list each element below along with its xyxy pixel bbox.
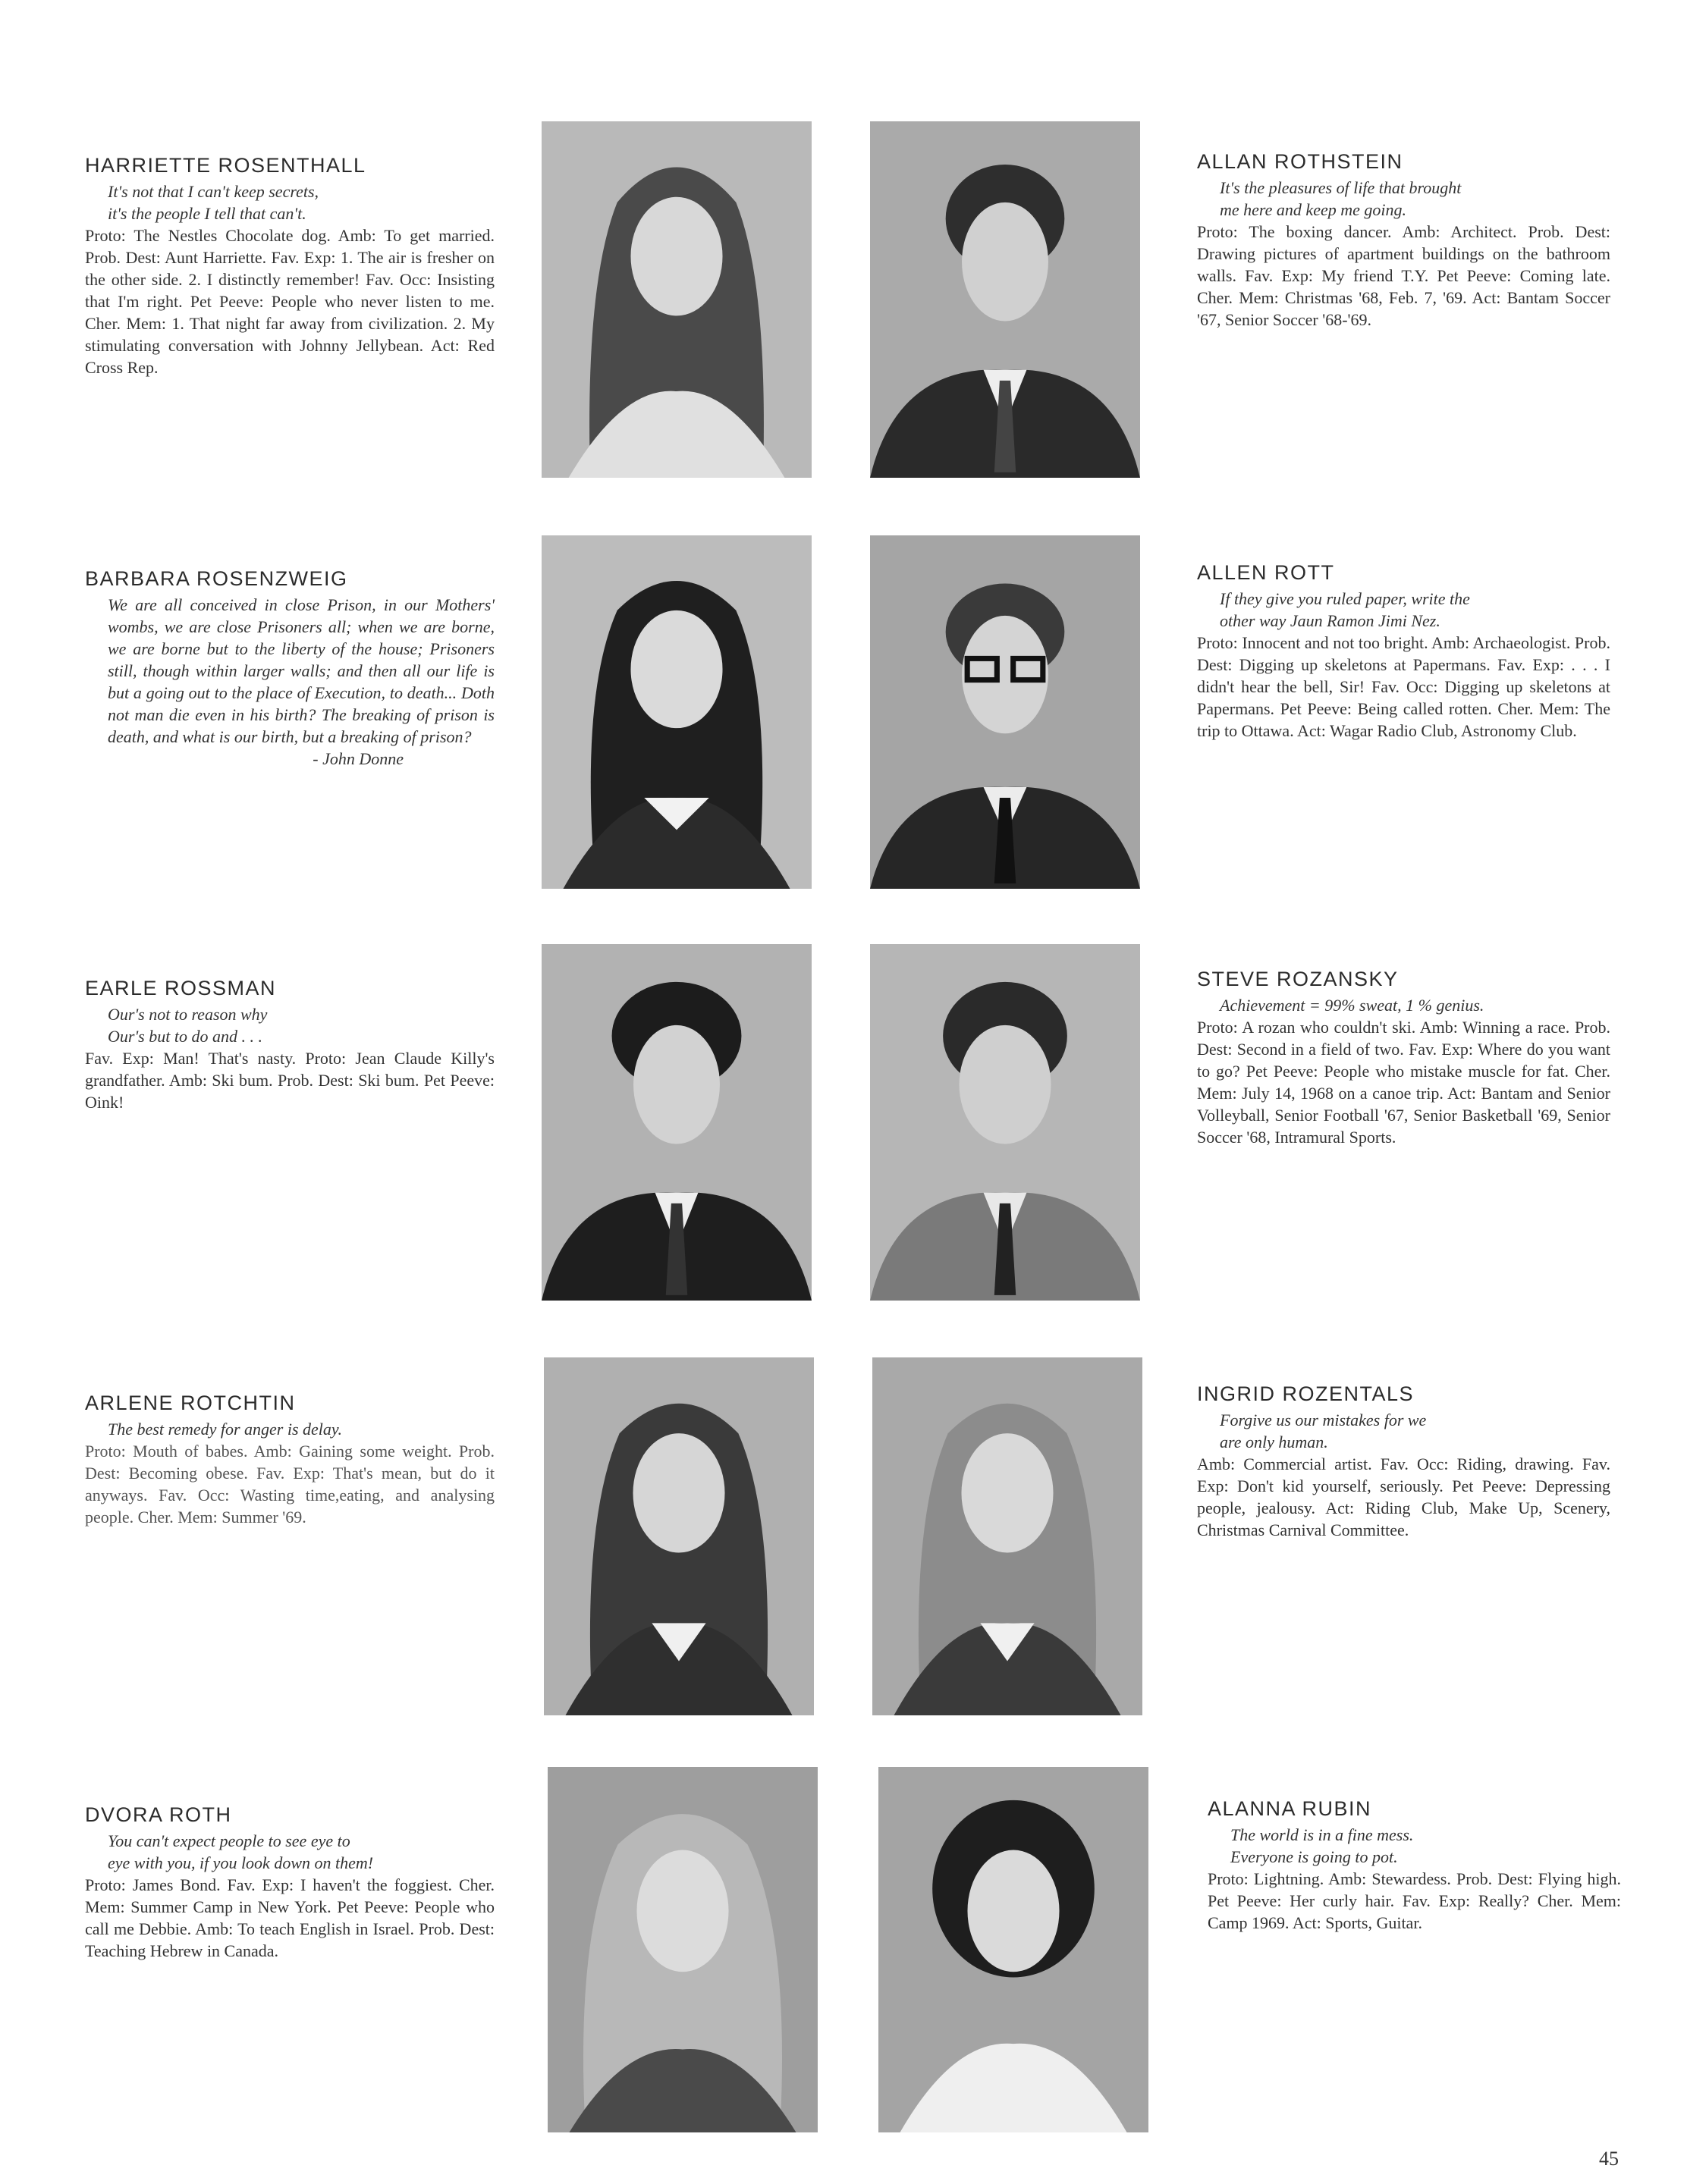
- student-photo-allen-rott: [870, 535, 1140, 889]
- student-photo-arlene-rotchtin: [544, 1357, 814, 1715]
- student-bio: Amb: Commercial artist. Fav. Occ: Riding, drawing. Fav. Exp: Don't kid yourself, seriously. Pet Peeve: Depressing people, jealousy. Act: Riding Club, Make Up, Scenery, Christmas Carnival Committee.: [1197, 1454, 1610, 1539]
- student-photo-harriette-rosenthall: [542, 121, 812, 478]
- student-photo-allan-rothstein: [870, 121, 1140, 478]
- student-photo-dvora-roth: [548, 1767, 818, 2132]
- entry-barbara-rosenzweig: [85, 567, 495, 770]
- entry-allen-rott: [1197, 561, 1610, 742]
- entry-steve-rozansky: [1197, 968, 1610, 1148]
- entry-harriette-rosenthall: [85, 154, 495, 378]
- student-name: ALLAN ROTHSTEIN: [1197, 150, 1403, 173]
- page-number: 45: [1599, 2148, 1619, 2170]
- student-photo-earle-rossman: [542, 944, 812, 1301]
- student-quote: The world is in a fine mess. Everyone is going to pot.: [1230, 1825, 1414, 1866]
- student-quote: If they give you ruled paper, write the other way Jaun Ramon Jimi Nez.: [1220, 589, 1470, 630]
- student-name: EARLE ROSSMAN: [85, 977, 277, 999]
- entry-allan-rothstein: [1197, 150, 1610, 331]
- student-photo-ingrid-rozentals: [872, 1357, 1142, 1715]
- student-quote: Forgive us our mistakes for we are only human.: [1220, 1410, 1427, 1451]
- student-name: STEVE ROZANSKY: [1197, 968, 1399, 990]
- student-name: ALANNA RUBIN: [1208, 1797, 1372, 1820]
- student-quote: The best remedy for anger is delay.: [108, 1420, 342, 1439]
- quote-text: We are all conceived in close Prison, in our Mothers' wombs, we are close Prisoners all; when we are borne, we are borne but to the liberty of the house; Prisoners still, though within larger walls; and then all our life is but a going out to the place of Execution, to death... Doth not man die even in his birth? The breaking of prison is death, and what is our birth, but a breaking of prison?: [108, 595, 495, 746]
- student-bio: Fav. Exp: Man! That's nasty. Proto: Jean Claude Killy's grandfather. Amb: Ski bum. Prob. Dest: Ski bum. Pet Peeve: Oink!: [85, 1049, 495, 1112]
- student-quote: [85, 594, 495, 770]
- student-name: INGRID ROZENTALS: [1197, 1382, 1415, 1405]
- entry-alanna-rubin: [1208, 1797, 1621, 1934]
- entry-dvora-roth: [85, 1803, 495, 1962]
- student-bio: Proto: James Bond. Fav. Exp: I haven't the foggiest. Cher. Mem: Summer Camp in New York. Pet Peeve: People who call me Debbie. Amb: To teach English in Israel. Prob. Dest: Teaching Hebrew in Canada.: [85, 1875, 495, 1960]
- student-bio: Proto: The boxing dancer. Amb: Architect. Prob. Dest: Drawing pictures of apartment buildings on the bathroom walls. Fav. Exp: My friend T.Y. Pet Peeve: Coming late. Cher. Mem: Christmas '68, Feb. 7, '69. Act: Bantam Soccer '67, Senior Soccer '68-'69.: [1197, 222, 1610, 329]
- entry-ingrid-rozentals: [1197, 1382, 1610, 1541]
- student-bio: Proto: Mouth of babes. Amb: Gaining some weight. Prob. Dest: Becoming obese. Fav. Exp: That's mean, but do it anyways. Fav. Occ: Wasting time,eating, and analysing people. Cher. Mem: Summer '69.: [85, 1442, 495, 1527]
- student-name: ALLEN ROTT: [1197, 561, 1335, 584]
- student-name: DVORA ROTH: [85, 1803, 232, 1826]
- student-name: BARBARA ROSENZWEIG: [85, 567, 348, 590]
- quote-attribution: - John Donne: [313, 749, 404, 768]
- student-photo-alanna-rubin: [878, 1767, 1148, 2132]
- student-photo-barbara-rosenzweig: [542, 535, 812, 889]
- student-quote: You can't expect people to see eye to eye with you, if you look down on them!: [108, 1831, 374, 1872]
- entry-earle-rossman: [85, 977, 495, 1113]
- entry-arlene-rotchtin: [85, 1392, 495, 1528]
- student-bio: Proto: A rozan who couldn't ski. Amb: Winning a race. Prob. Dest: Second in a field of two. Fav. Exp: Where do you want to go? Pet Peeve: People who mistake muscle for fat. Cher. Mem: July 14, 1968 on a canoe trip. Act: Bantam and Senior Volleyball, Senior Football '67, Senior Basketball '69, Senior Soccer '68, Intramural Sports.: [1197, 1018, 1610, 1147]
- student-bio: Proto: Innocent and not too bright. Amb: Archaeologist. Prob. Dest: Digging up skeletons at Papermans. Fav. Exp: . . . I didn't hear the bell, Sir! Fav. Occ: Digging up skeletons at Papermans. Pet Peeve: Being called rotten. Cher. Mem: The trip to Ottawa. Act: Wagar Radio Club, Astronomy Club.: [1197, 633, 1610, 740]
- student-quote: It's not that I can't keep secrets, it's the people I tell that can't.: [108, 182, 319, 223]
- student-name: ARLENE ROTCHTIN: [85, 1392, 296, 1414]
- student-quote: Achievement = 99% sweat, 1 % genius.: [1220, 996, 1484, 1015]
- student-name: HARRIETTE ROSENTHALL: [85, 154, 366, 177]
- student-bio: Proto: Lightning. Amb: Stewardess. Prob. Dest: Flying high. Pet Peeve: Her curly hair. Fav. Exp: Really? Cher. Mem: Camp 1969. Act: Sports, Guitar.: [1208, 1869, 1621, 1932]
- student-quote: Our's not to reason why Our's but to do and . . .: [108, 1005, 268, 1046]
- student-quote: It's the pleasures of life that brought me here and keep me going.: [1220, 178, 1462, 219]
- student-photo-steve-rozansky: [870, 944, 1140, 1301]
- student-bio: Proto: The Nestles Chocolate dog. Amb: To get married. Prob. Dest: Aunt Harriette. Fav. Exp: 1. The air is fresher on the other side. 2. I distinctly remember! Fav. Occ: Insisting that I'm right. Pet Peeve: People who never listen to me. Cher. Mem: 1. That night far away from civilization. 2. My stimulating conversation with Johnny Jellybean. Act: Red Cross Rep.: [85, 226, 495, 377]
